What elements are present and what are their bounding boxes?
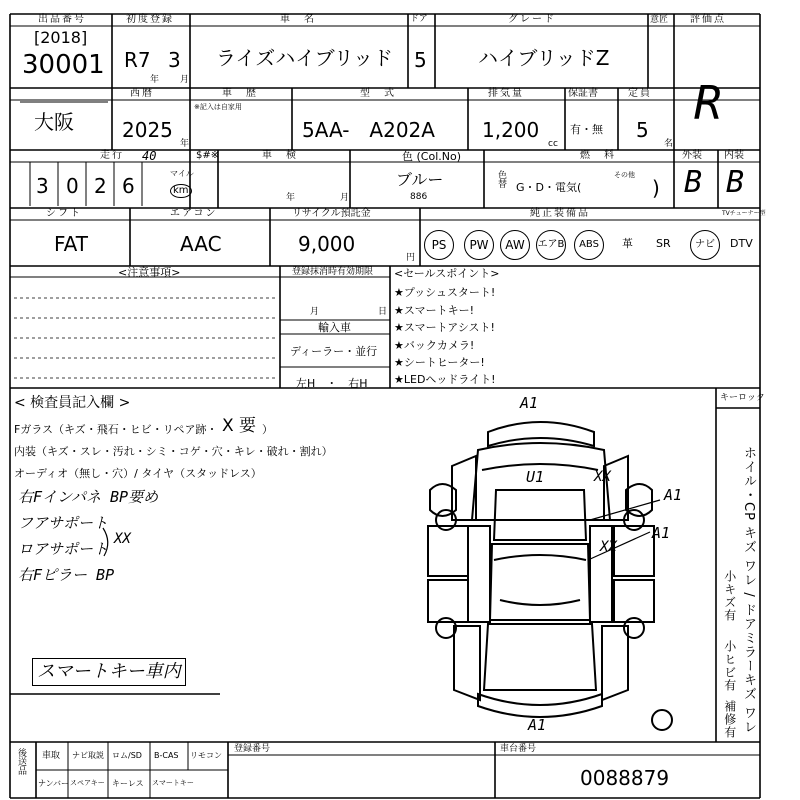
bracket-mark: XX bbox=[114, 531, 131, 547]
model-label: 型 式 bbox=[360, 88, 396, 99]
key-lock-label: キーロック bbox=[720, 393, 765, 403]
history-label: 車 歴 bbox=[222, 88, 258, 99]
mileage-digit-4: 6 bbox=[122, 174, 135, 198]
door-label: ドア bbox=[410, 14, 428, 24]
equip-aw: AW bbox=[500, 230, 530, 260]
cc-unit: cc bbox=[548, 139, 558, 149]
side-label: 後送品 bbox=[16, 748, 26, 775]
history-note: ※記入は自家用 bbox=[194, 103, 242, 111]
reg-no-label: 登録番号 bbox=[234, 744, 271, 754]
km-unit: km bbox=[170, 184, 192, 198]
sales-point: ★プッシュスタート! bbox=[394, 286, 496, 299]
chassis-label: 車台番号 bbox=[500, 744, 537, 754]
footer-cell: ロム/SD bbox=[112, 751, 142, 760]
reg-month: 3 bbox=[168, 48, 181, 72]
sales-point: ★LEDヘッドライト! bbox=[394, 373, 496, 386]
capacity: 5 bbox=[636, 118, 649, 142]
shift-value: FAT bbox=[54, 232, 89, 256]
mileage-digit-1: 3 bbox=[36, 174, 49, 198]
car-name-label: 車 名 bbox=[280, 14, 316, 25]
import-label: 輸入車 bbox=[318, 321, 351, 334]
ac-value: AAC bbox=[180, 232, 222, 256]
mileage-digit-3: 2 bbox=[94, 174, 107, 198]
car-diagram bbox=[428, 422, 672, 730]
score-value: R bbox=[694, 76, 722, 130]
interior-line: 内装（キズ・スレ・汚れ・シミ・コゲ・穴・キレ・破れ・割れ） bbox=[14, 445, 333, 458]
displacement-label: 排気量 bbox=[488, 88, 524, 99]
side-note-left: 小キズ有 bbox=[722, 570, 737, 622]
side-note-mid: 小ヒビ有 bbox=[722, 640, 737, 692]
color-label: 色 (Col.No) bbox=[402, 150, 462, 163]
reg-label: 初度登録 bbox=[126, 14, 174, 25]
ac-label: エアコン bbox=[170, 208, 218, 219]
mark-top: A1 bbox=[520, 394, 539, 412]
smart-key-box: スマートキー車内 bbox=[32, 658, 186, 686]
glass-mark: X 要 bbox=[222, 416, 257, 436]
recycle-value: 9,000 bbox=[298, 232, 356, 256]
car-name: ライズハイブリッド bbox=[216, 46, 393, 70]
person-unit: 名 bbox=[664, 139, 674, 149]
handwritten-note: フアサポート bbox=[18, 514, 109, 532]
expiry-day: 日 bbox=[378, 307, 388, 317]
footer-cell: スマートキー bbox=[152, 779, 194, 787]
ikou-label: 意匠 bbox=[650, 15, 669, 25]
model-year-unit: 年 bbox=[180, 139, 190, 149]
model-year-label: 西暦 bbox=[130, 88, 154, 99]
exterior-label: 外装 bbox=[682, 150, 702, 161]
door-count: 5 bbox=[414, 48, 427, 72]
caution-label: <注意事項> bbox=[118, 266, 181, 279]
mark-right-a1-2: A1 bbox=[652, 524, 671, 542]
exterior-grade: B bbox=[684, 165, 703, 200]
warranty: 有・無 bbox=[570, 123, 603, 136]
fuel-close: ) bbox=[652, 176, 660, 200]
shift-label: シフト bbox=[46, 208, 82, 219]
color-change-label: 色替 bbox=[496, 170, 506, 188]
lot-number: 30001 bbox=[22, 50, 105, 80]
equip-dtv: DTV bbox=[730, 237, 753, 250]
handle-label: 左H ・ 右H bbox=[296, 377, 368, 390]
inspection-title: < 検査員記入欄 > bbox=[14, 395, 131, 411]
equip-navi: ナビ bbox=[690, 230, 720, 260]
fuel-label: 燃 料 bbox=[580, 150, 616, 161]
inspection-label: 車 検 bbox=[262, 150, 298, 161]
handwritten-note: 右Fインパネ BP要め bbox=[18, 488, 159, 506]
expiry-month: 月 bbox=[310, 307, 320, 317]
footer-cell: スペアキー bbox=[70, 779, 105, 787]
grade-value: ハイブリッドZ bbox=[478, 46, 610, 70]
mileage-note: 40 bbox=[142, 149, 157, 163]
dealer-label: ディーラー・並行 bbox=[290, 345, 378, 358]
color-code: 886 bbox=[410, 192, 428, 202]
yen-unit: 円 bbox=[406, 253, 416, 263]
grade-label: グレード bbox=[508, 14, 556, 25]
tuner-label: TVチューナー型 bbox=[722, 210, 766, 217]
footer-cell: B-CAS bbox=[154, 751, 179, 760]
capacity-label: 定員 bbox=[628, 88, 652, 99]
region: 大阪 bbox=[34, 110, 74, 134]
mileage-digit-2: 0 bbox=[66, 174, 79, 198]
equip-airbag: エアB bbox=[536, 230, 566, 260]
footer-cell: ナンバー bbox=[38, 779, 70, 788]
sales-point: ★スマートキー! bbox=[394, 304, 475, 317]
prefix-label: $#※ bbox=[196, 150, 220, 161]
sales-label: <セールスポイント> bbox=[394, 267, 500, 280]
side-note-right: 補修有 bbox=[722, 700, 737, 739]
chassis-number: 0088879 bbox=[580, 766, 670, 790]
footer-cell: ナビ取説 bbox=[72, 751, 104, 760]
mark-hood: U1 bbox=[526, 468, 545, 486]
side-note: ホイル・CP キズ ワレ / ドアミラーキズ ワレ bbox=[740, 446, 756, 734]
audio-line: オーディオ（無し・穴）/ タイヤ（スタッドレス） bbox=[14, 467, 262, 480]
handwritten-note: 右Fピラー BP bbox=[18, 566, 115, 584]
mark-right-a1: A1 bbox=[664, 486, 683, 504]
equip-leather: 革 bbox=[622, 237, 633, 250]
fuel-value: G・D・電気( bbox=[516, 181, 582, 194]
mark-right-front: XX bbox=[594, 469, 611, 485]
reg-month-unit: 月 bbox=[180, 75, 190, 85]
interior-grade: B bbox=[726, 165, 745, 200]
model-year: 2025 bbox=[122, 118, 173, 142]
interior-label: 内装 bbox=[724, 150, 744, 161]
sales-point: ★バックカメラ! bbox=[394, 339, 475, 352]
equipment-label: 純正装備品 bbox=[530, 208, 590, 219]
equip-sr: SR bbox=[656, 237, 671, 250]
diagram-pointer-lines bbox=[103, 500, 660, 560]
equip-ps: PS bbox=[424, 230, 454, 260]
footer-cell: 車取 bbox=[42, 751, 61, 761]
color-value: ブルー bbox=[396, 170, 444, 189]
handwritten-note: ロアサポート bbox=[18, 540, 109, 558]
mark-right-mid: XX bbox=[600, 539, 617, 555]
inspection-month-unit: 月 bbox=[340, 193, 350, 203]
equip-pw: PW bbox=[464, 230, 494, 260]
footer-cell: キーレス bbox=[112, 779, 144, 788]
fuel-other: その他 bbox=[614, 171, 635, 179]
sales-point: ★シートヒーター! bbox=[394, 356, 485, 369]
mile-unit: マイル bbox=[170, 169, 194, 178]
lot-label: 出品番号 bbox=[38, 14, 86, 25]
glass-close: ） bbox=[262, 423, 273, 436]
footer-cell: リモコン bbox=[190, 751, 222, 760]
glass-line: Fガラス（キズ・飛石・ヒビ・リペア跡・ bbox=[14, 423, 218, 436]
equip-abs: ABS bbox=[574, 230, 604, 260]
mark-bottom: A1 bbox=[528, 716, 547, 734]
reg-expiry-label: 登録抹消時有効期限 bbox=[292, 267, 374, 277]
inspection-year-unit: 年 bbox=[286, 193, 296, 203]
displacement: 1,200 bbox=[482, 118, 540, 142]
eval-label: 評価点 bbox=[690, 14, 726, 25]
sales-point: ★スマートアシスト! bbox=[394, 321, 495, 334]
reg-era: R7 bbox=[124, 48, 151, 72]
mileage-label: 走行 bbox=[100, 150, 124, 161]
model-code: 5AA- A202A bbox=[302, 118, 435, 142]
lot-year: [2018] bbox=[34, 28, 88, 47]
recycle-label: リサイクル預託金 bbox=[292, 208, 371, 219]
warranty-label: 保証書 bbox=[568, 88, 598, 99]
reg-year-unit: 年 bbox=[150, 75, 160, 85]
